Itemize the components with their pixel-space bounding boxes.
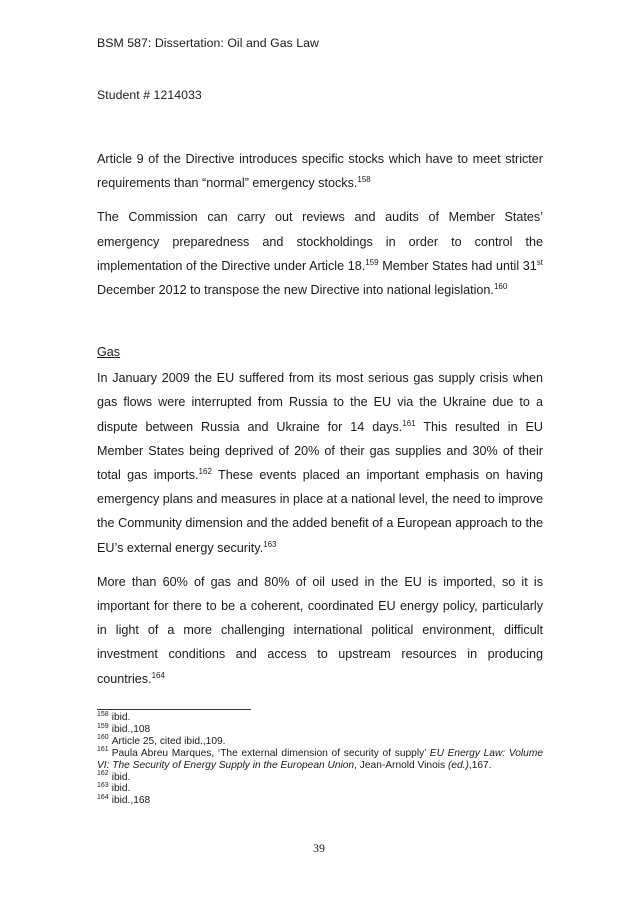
footnote-ref-163: 163 bbox=[263, 539, 277, 549]
paragraph-text: Article 9 of the Directive introduces specific stocks which have to meet stricter requirements than “normal” emergency stocks. bbox=[97, 152, 543, 191]
footnote-number: 163 bbox=[97, 782, 109, 790]
footnote-162 bbox=[97, 772, 543, 784]
footnote-ref-164: 164 bbox=[151, 670, 165, 680]
paragraph-gas-crisis bbox=[97, 366, 543, 560]
paragraph-text: The Commission can carry out reviews and audits of Member States’ emergency preparedness and stockholdings in order to control the implementation of the Directive under Article 18. bbox=[97, 210, 543, 273]
paragraph-article-9 bbox=[97, 147, 543, 195]
footnote-159 bbox=[97, 724, 543, 736]
footnote-text: ibid. bbox=[111, 783, 131, 795]
footnote-text: ,167. bbox=[468, 759, 492, 771]
footnote-ref-159: 159 bbox=[365, 257, 379, 267]
footnote-text: ibid.,108 bbox=[111, 723, 151, 735]
paragraph-text: In January 2009 the EU suffered from its most serious gas supply crisis when gas flows were interrupted from Russia to the EU via the Ukraine due to a dispute between Russia and Ukraine for 14 days. bbox=[97, 371, 543, 434]
paragraph-imports bbox=[97, 570, 543, 691]
footnote-number: 159 bbox=[97, 722, 109, 730]
footnote-161 bbox=[97, 748, 543, 772]
footnote-160 bbox=[97, 736, 543, 748]
footnote-text: , Jean-Arnold Vinois bbox=[354, 759, 448, 771]
footnote-text: Paula Abreu Marques, ‘The external dimension of security of supply’ bbox=[111, 747, 430, 759]
footnote-number: 162 bbox=[97, 770, 109, 778]
footnote-number: 164 bbox=[97, 793, 109, 801]
footnote-text: ibid.,168 bbox=[111, 795, 151, 807]
page-header bbox=[97, 36, 547, 102]
ordinal-suffix: st bbox=[536, 257, 543, 267]
paragraph-text: December 2012 to transpose the new Directive into national legislation. bbox=[97, 283, 494, 298]
header-title: BSM 587: Dissertation: Oil and Gas Law bbox=[97, 36, 319, 50]
header-student-number: Student # 1214033 bbox=[97, 88, 202, 102]
footnote-number: 161 bbox=[97, 746, 109, 754]
paragraph-text: Member States had until 31 bbox=[378, 258, 537, 273]
footnote-ref-162: 162 bbox=[198, 466, 212, 476]
footnote-number: 160 bbox=[97, 734, 109, 742]
paragraph-commission bbox=[97, 205, 543, 302]
footnote-text: ibid. bbox=[111, 771, 131, 783]
paragraph-text: This resulted in EU Member States being deprived of 20% of their gas supplies and 30% of their total gas imports. bbox=[97, 419, 543, 483]
section-heading-gas: Gas bbox=[97, 345, 121, 360]
footnote-number: 158 bbox=[97, 710, 109, 718]
page-number: 39 bbox=[313, 841, 325, 855]
footnote-163 bbox=[97, 783, 543, 795]
footnote-text: ibid. bbox=[111, 712, 131, 723]
footnote-book-title: EU Energy Law: Volume VI: The Security of Energy Supply in the European Union bbox=[97, 747, 544, 771]
paragraph-text: More than 60% of gas and 80% of oil used in the EU is imported, so it is important for there to be a coherent, coordinated EU energy policy, particularly in light of a more challenging international political environment, difficult investment conditions and access to upstream resources in producing countries. bbox=[97, 574, 543, 686]
footnotes bbox=[97, 712, 543, 807]
body-text bbox=[97, 147, 543, 701]
footnote-158 bbox=[97, 712, 543, 724]
footnote-text: Article 25, cited ibid.,109. bbox=[111, 735, 226, 747]
footnote-ref-158: 158 bbox=[357, 175, 371, 185]
footnote-separator bbox=[97, 709, 251, 710]
footnote-ref-161: 161 bbox=[402, 418, 416, 428]
footnote-164 bbox=[97, 795, 543, 807]
footnote-editor-note: (ed.) bbox=[447, 759, 469, 771]
paragraph-text: These events placed an important emphasis on having emergency plans and measures in place at a national level, the need to improve the Community dimension and the added benefit of a European approach to the EU’s external energy security. bbox=[97, 468, 543, 555]
footnote-ref-160: 160 bbox=[493, 281, 508, 291]
